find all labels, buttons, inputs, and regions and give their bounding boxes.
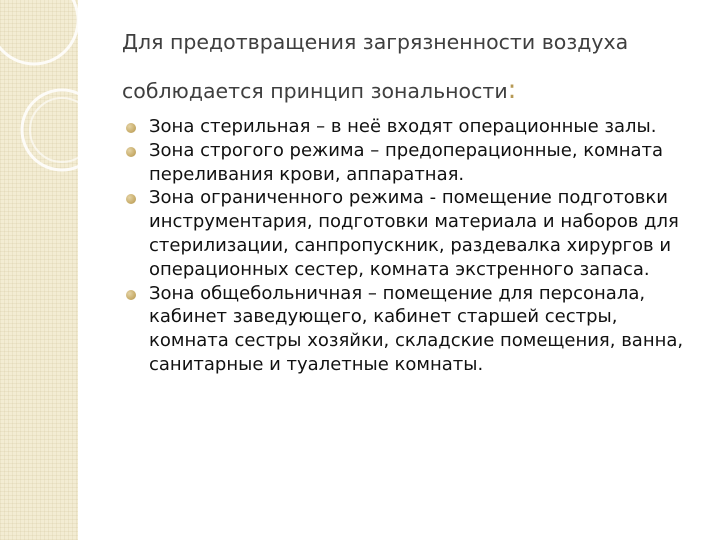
list-item-text: Зона стерильная – в неё входят операционные залы. [149,116,657,137]
zone-list [126,115,686,377]
list-item-text: Зона ограниченного режима - помещение подготовки инструментария, подготовки материала и наборов для стерилизации, санпропускник, раздевалка хирургов и операционных сестер, комната экстренного запаса. [149,187,679,280]
list-item-text: Зона общебольничная – помещение для персонала, кабинет заведующего, кабинет старшей сестры, комната сестры хозяйки, складские помещения, ванна, санитарные и туалетные комнаты. [149,282,684,375]
slide-title-colon: : [507,75,517,105]
round-bullet-icon [126,123,136,133]
list-item [126,282,686,377]
decorative-side-strip [0,0,78,540]
slide-title [122,18,702,115]
list-item [126,115,686,139]
decorative-rings [0,0,78,540]
list-item-text: Зона строгого режима – предоперационные, комната переливания крови, аппаратная. [149,139,664,185]
round-bullet-icon [126,147,136,157]
list-item [126,186,686,281]
slide-title-line1: Для предотвращения загрязненности воздуха [122,30,629,54]
list-item [126,139,686,187]
slide-title-line2: соблюдается принцип зональности [122,79,508,103]
round-bullet-icon [126,194,136,204]
round-bullet-icon [126,290,136,300]
